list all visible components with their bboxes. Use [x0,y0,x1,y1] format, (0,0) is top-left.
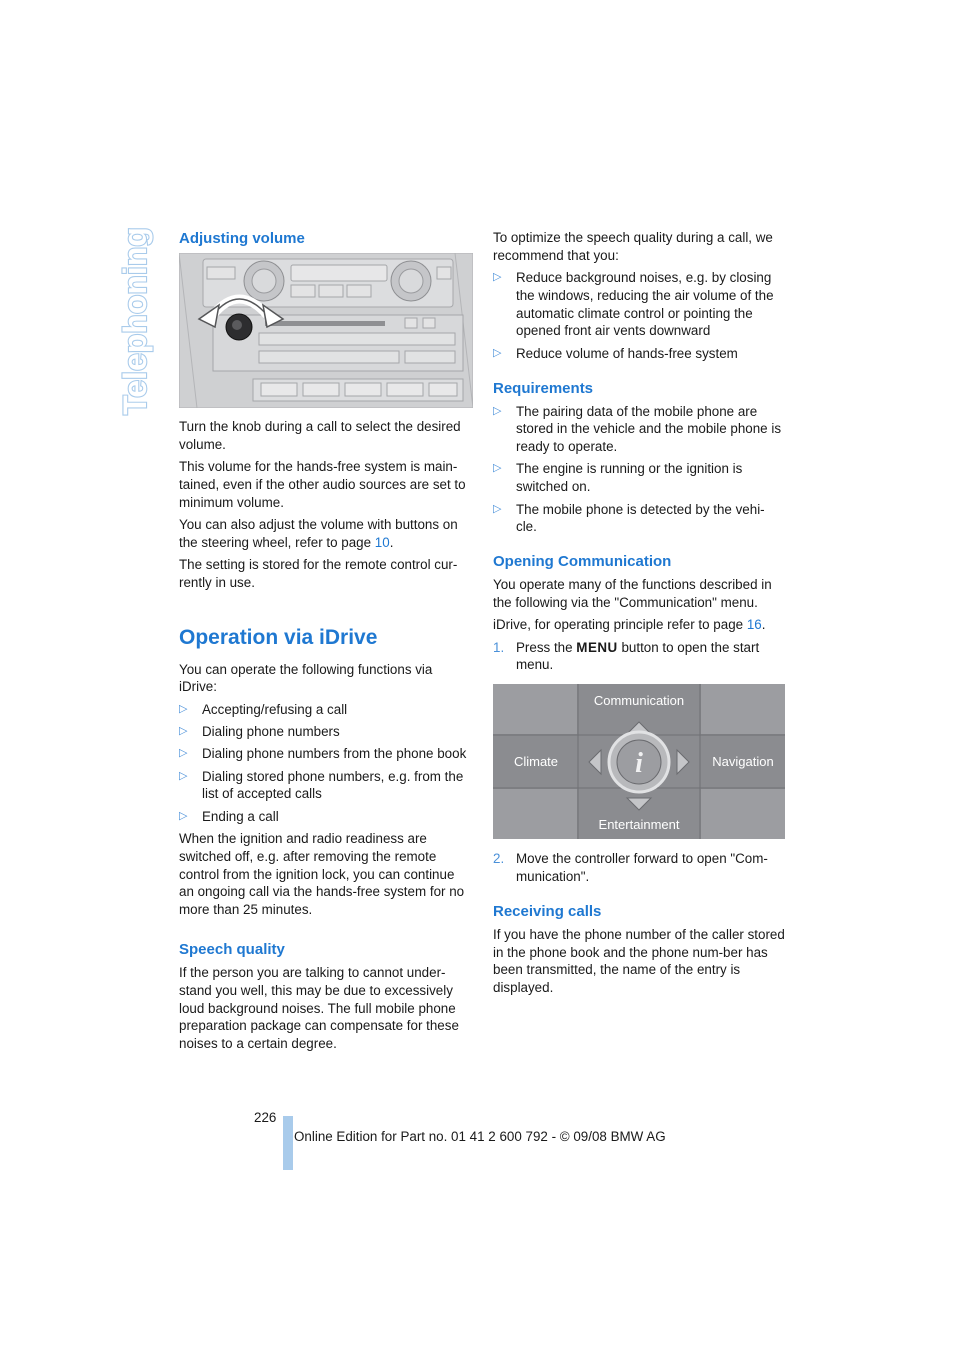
right-paragraph-3: iDrive, for operating principle refer to page 16. [493,617,766,633]
list-item: ▷ Dialing stored phone numbers, e.g. from the list of accepted calls [179,768,464,802]
requirements-heading: Requirements [493,379,594,397]
section-title [112,226,156,416]
step-item: 1. Press the MENU button to open the start menu. [493,639,760,673]
step-item: 2. Move the controller forward to open "Com-munication". [493,851,768,884]
opening-communication-heading: Opening Communication [493,553,672,571]
list-item: ▷ Dialing phone numbers [179,724,340,740]
steps-list-2 [493,850,785,886]
page-number: 226 [254,1110,277,1125]
list-item: ▷ Reduce background noises, e.g. by closing the windows, reducing the air volume of the automatic climate control or pointing the opened front air vents downward [493,270,774,339]
steps-list-1 [493,639,785,675]
menu-item-climate[interactable]: Climate [513,754,559,770]
menu-item-communication[interactable]: Communication [593,693,685,709]
right-column [493,229,785,1001]
menu-item-navigation[interactable]: Navigation [712,754,774,770]
bullet-icon: ▷ [493,404,502,417]
left-paragraph-6: When the ignition and radio readiness are switched off, e.g. after removing the remote control from the ignition lock, you can continue an ongoing call via the hands-free system for no more than 25 minutes. [179,831,465,918]
idrive-start-menu-figure [493,684,787,840]
left-paragraph-2: This volume for the hands-free system is main-tained, even if the other audio sources are set to minimum volume. [179,459,466,510]
page-10-link[interactable]: 10 [374,534,390,550]
operation-idrive-heading: Operation via iDrive [179,625,378,649]
bullet-icon: ▷ [179,747,188,760]
list-item: ▷ The pairing data of the mobile phone are stored in the vehicle and the mobile phone is ready to operate. [493,403,782,455]
right-paragraph-2: You operate many of the functions described in the following via the "Communication" menu. [493,577,772,610]
bullet-icon: ▷ [493,462,502,475]
right-paragraph-1: To optimize the speech quality during a call, we recommend that you: [493,230,773,263]
menu-key-label: MENU [576,639,618,655]
left-paragraph-3: You can also adjust the volume with buttons on the steering wheel, refer to page 10. [179,516,458,550]
list-item: ▷ Ending a call [179,808,279,824]
bullet-icon: ▷ [493,346,502,359]
adjusting-volume-heading: Adjusting volume [179,230,305,247]
bullet-icon: ▷ [493,502,502,515]
page-16-link[interactable]: 16 [746,617,762,633]
section-title-text: Telephoning [117,227,153,415]
footer-bar [283,1116,293,1170]
right-paragraph-4: If you have the phone number of the caller stored in the phone book and the phone num-ber has been transmitted, the name of the entry is displayed. [493,926,785,996]
bullet-icon: ▷ [493,271,502,284]
requirements-list [493,403,785,537]
list-item: ▷ The mobile phone is detected by the vehi-cle. [493,501,765,535]
info-letter: i [635,748,643,780]
list-item: ▷ Dialing phone numbers from the phone book [179,746,467,762]
bullet-icon: ▷ [179,725,188,738]
step-number: 1. [493,639,505,655]
receiving-calls-heading: Receiving calls [493,902,602,920]
list-item: ▷ Reduce volume of hands-free system [493,345,738,361]
recommend-list [493,269,785,362]
bullet-icon: ▷ [179,769,188,782]
list-item: ▷ Accepting/refusing a call [179,701,348,717]
left-paragraph-1: Turn the knob during a call to select the desired volume. [179,419,461,452]
left-paragraph-7: If the person you are talking to cannot under-stand you well, this may be due to excessively loud background noises. The full mobile phone preparation package can compensate for these noises to a certain degree. [179,965,459,1052]
bullet-icon: ▷ [179,809,188,822]
bullet-icon: ▷ [179,702,188,715]
radio-panel-figure [179,253,473,408]
menu-item-entertainment[interactable]: Entertainment [598,817,680,833]
left-paragraph-5: You can operate the following functions via iDrive: [179,661,433,695]
left-paragraph-4: The setting is stored for the remote control cur-rently in use. [179,557,458,590]
left-column [179,229,471,1058]
functions-list [179,701,471,826]
footer-text: Online Edition for Part no. 01 41 2 600 792 - © 09/08 BMW AG [294,1129,666,1144]
list-item: ▷ The engine is running or the ignition is switched on. [493,461,743,495]
step-number: 2. [493,851,505,867]
speech-quality-heading: Speech quality [179,941,285,959]
